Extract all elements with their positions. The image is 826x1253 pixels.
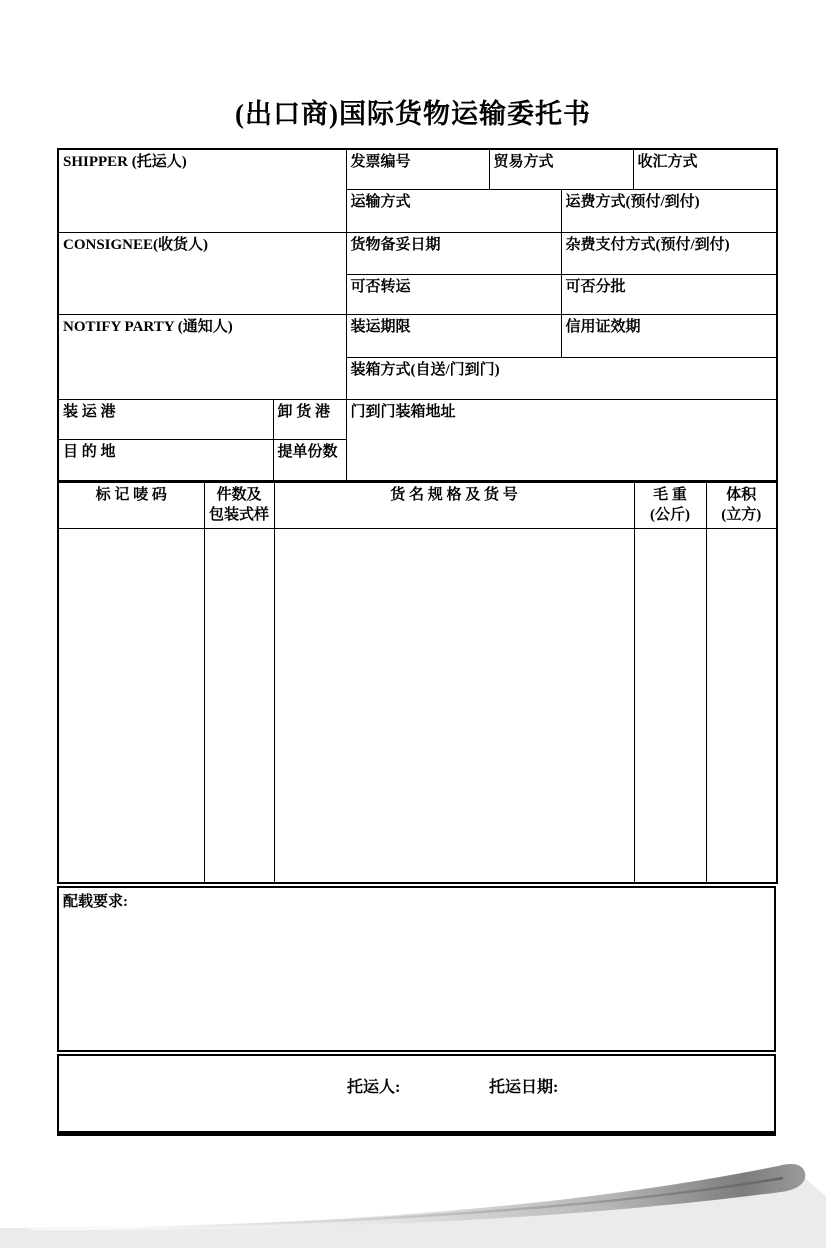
goods-body-description — [274, 528, 634, 883]
goods-header-packages-line2: 包装式样 — [208, 507, 269, 524]
stowage-requirements-box — [57, 886, 776, 1052]
goods-header-gross-weight — [634, 482, 706, 528]
goods-header-packages-line1: 件数及 — [216, 487, 262, 503]
goods-header-gross-weight-line2: (公斤) — [650, 507, 690, 524]
cell-shipper: SHIPPER (托运人) — [58, 149, 346, 232]
goods-body-marks — [58, 528, 204, 883]
page-curl-decoration — [0, 1140, 826, 1248]
cell-transport-mode: 运输方式 — [346, 189, 561, 232]
page-curl-graphic — [0, 1140, 826, 1248]
goods-header-description: 货 名 规 格 及 货 号 — [274, 482, 634, 528]
signature-date-label: 托运日期: — [489, 1079, 559, 1096]
info-table-section — [57, 148, 776, 480]
info-table — [57, 148, 778, 482]
goods-header-volume-line2: (立方) — [721, 507, 762, 524]
cell-destination: 目 的 地 — [58, 439, 273, 481]
goods-header-packages — [204, 482, 274, 528]
cell-cargo-ready-date: 货物备妥日期 — [346, 232, 561, 274]
cell-port-of-loading: 装 运 港 — [58, 399, 273, 439]
cell-notify-party: NOTIFY PARTY (通知人) — [58, 314, 346, 399]
cell-port-of-discharge: 卸 货 港 — [273, 399, 346, 439]
cell-trade-mode: 贸易方式 — [489, 149, 633, 189]
goods-body-volume — [706, 528, 777, 883]
stowage-requirements-label: 配载要求: — [63, 894, 128, 910]
cell-bl-copies: 提单份数 — [273, 439, 346, 481]
cell-consignee: CONSIGNEE(收货人) — [58, 232, 346, 314]
goods-body-packages — [204, 528, 274, 883]
cell-remittance: 收汇方式 — [633, 149, 777, 189]
goods-body-gross-weight — [634, 528, 706, 883]
goods-table-section — [57, 481, 776, 884]
cell-shipment-deadline: 装运期限 — [346, 314, 561, 357]
cell-door-to-door-address: 门到门装箱地址 — [346, 399, 777, 481]
signature-section — [57, 1054, 776, 1136]
cell-misc-fee-payment: 杂费支付方式(预付/到付) — [561, 232, 777, 274]
shipper-signature-label: 托运人: — [347, 1079, 401, 1096]
goods-header-marks: 标 记 唛 码 — [58, 482, 204, 528]
cell-packing-method: 装箱方式(自送/门到门) — [346, 357, 777, 399]
cell-lc-validity: 信用证效期 — [561, 314, 777, 357]
page-title: (出口商)国际货物运输委托书 — [235, 99, 591, 129]
cell-freight-payment: 运费方式(预付/到付) — [561, 189, 777, 232]
goods-header-gross-weight-line1: 毛 重 — [653, 487, 687, 503]
cell-transshipment: 可否转运 — [346, 274, 561, 314]
goods-table — [57, 481, 778, 884]
cell-partial-shipment: 可否分批 — [561, 274, 777, 314]
goods-header-volume — [706, 482, 777, 528]
goods-header-volume-line1: 体积 — [726, 487, 757, 503]
cell-invoice-no: 发票编号 — [346, 149, 489, 189]
